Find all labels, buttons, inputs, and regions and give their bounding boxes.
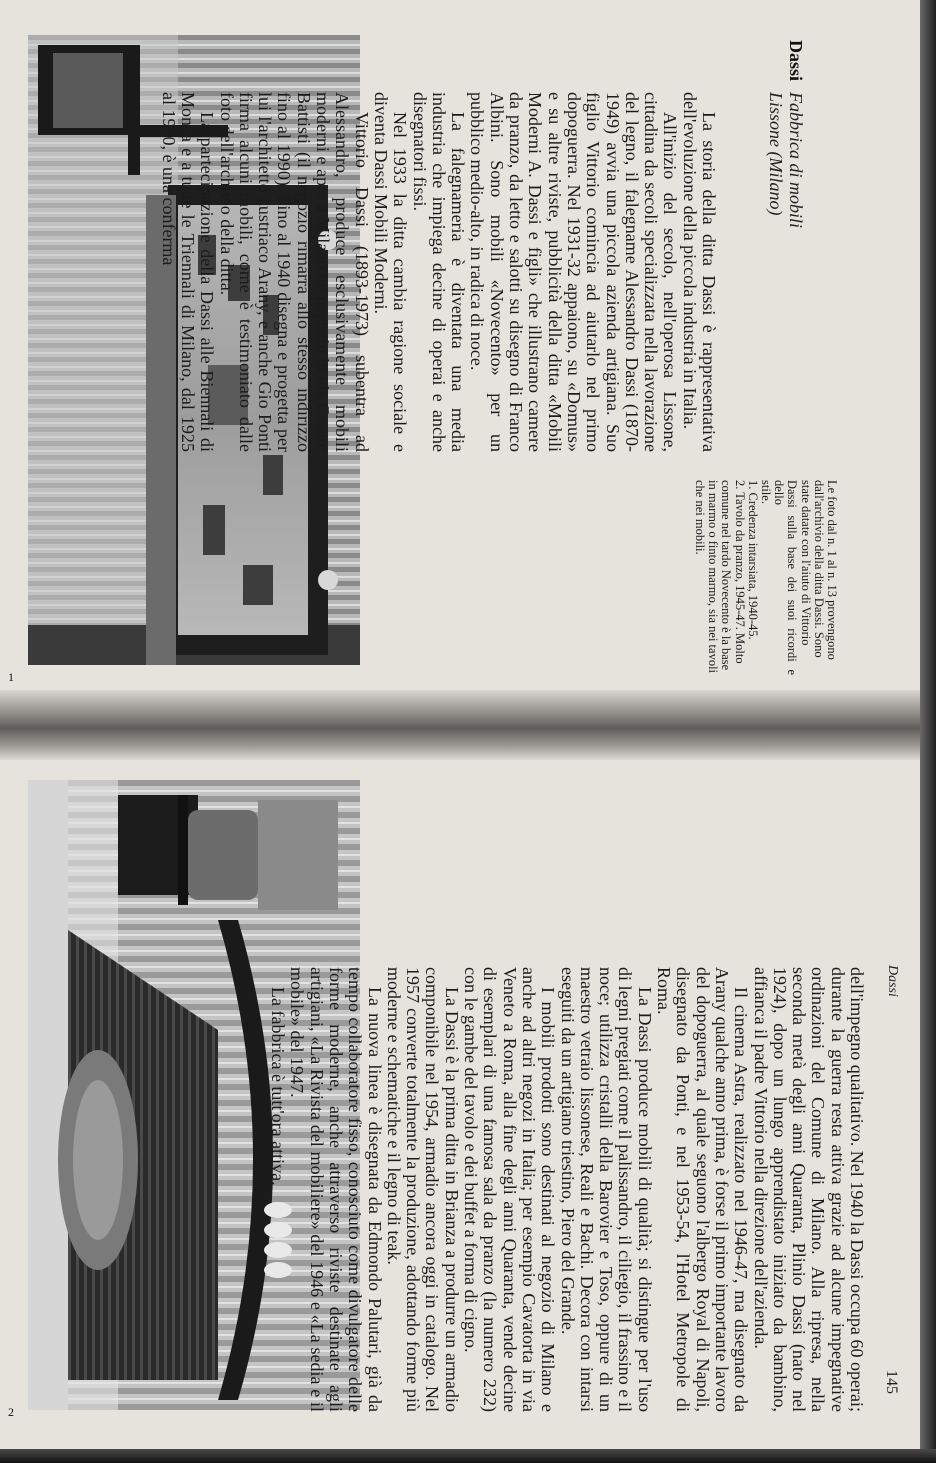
caption-line: state datate con l'aiuto di Vittorio: [798, 480, 813, 646]
paragraph: Il cinema Astra, realizzato nel 1946-47, ma disegnato da Arany qualche anno prima, è forse il primo importante lavoro del dopoguerra, al quale seguono l'albergo Royal di Napoli, disegnato da Ponti, e nel 1953-54, l'Hotel Metropole di Roma.: [654, 967, 752, 1412]
figure-number-2: 2: [8, 1405, 14, 1419]
paragraph: Vittorio Dassi (1893-1973) subentra ad Alessandro, produce esclusivamente mobili moderni e apre a Milano un negozio in via Cesare Battisti (il negozio rimarrà allo stesso indirizzo fino al 1990). Fino al 1940 disegna e progetta per lui l'architetto austriaco Arany, e anche Gio Ponti firma alcuni mobili, come è testimoniato dalle foto dell'archivio della ditta.: [216, 92, 372, 452]
caption-line: che nei mobili.: [692, 480, 707, 555]
paragraph: La nuova linea è disegnata da Edmondo Palutari, già da tempo collaboratore fisso, conosciuto come divulgatore delle forme moderne, anche attraverso riviste destinate agli artigiani, «La Rivista del mobiliere» del 1946 e «La sedia e il mobile» del 1947.: [287, 967, 385, 1412]
caption-line: Dassi sulla base dei suoi ricordi e dello: [772, 480, 800, 675]
book-gutter: [0, 690, 936, 760]
paragraph: La fabbrica è tutt'ora attiva.: [268, 987, 289, 1186]
section-subheading: [766, 92, 806, 452]
page-number: 145: [883, 1370, 900, 1394]
caption-line: dall'archivio della ditta Dassi. Sono: [811, 480, 826, 658]
paragraph: La Dassi produce mobili di qualità; si distingue per l'uso di legni pregiati come il palissandro, il ciliegio, il frassino e il noce; utilizza cristalli della Barovier e Toso, oppure di un maestro vetraio lissonese, Reali e Bachi. Decora con intarsi eseguiti da un artigiano triestino, Piero del Grande.: [557, 967, 655, 1412]
paragraph: Nel 1933 la ditta cambia ragione sociale e diventa Dassi Mobili Moderni.: [370, 92, 411, 452]
paragraph: La Dassi è la prima ditta in Brianza a produrre un armadio componibile nel 1954, armadio ancora oggi in catalogo. Nel 1957 converte totalmente la produzione, adottando forme più moderne e schematiche e il legno di teak.: [383, 967, 462, 1412]
figure-number-1: 1: [8, 670, 14, 684]
paragraph: All'inizio del secolo, nell'operosa Lissone, cittadina da secoli specializzata nella lavorazione del legno, il falegname Alessandro Dassi (1870-1949) avvia una piccola azienda artigiana. Suo figlio Vittorio comincia ad aiutarlo nel primo dopoguerra. Nel 1931-32 appaiono, su «Domus» e su altre riviste, pubblicità della ditta «Mobili Moderni A. Dassi e figli» che illustrano camere da pranzo, da letto e salotti su disegno di Franco Albini. Sono mobili «Novecento» per un pubblico medio-alto, in radica di noce.: [467, 92, 681, 452]
caption-line: stile.: [758, 480, 773, 504]
book-bottom-edge: [0, 1449, 936, 1463]
subheading-line: Fabbrica di mobili: [786, 92, 806, 228]
running-head: Dassi: [885, 965, 900, 997]
paragraph: dell'impegno qualitativo. Nel 1940 la Dassi occupa 60 operai; durante la guerra resta attiva grazie ad alcune impegnative ordinazioni del Comune di Milano. Alla ripresa, nella seconda metà degli anni Quaranta, Plinio Dassi (nato nel 1924), dopo un lungo apprendistato iniziato da bambino, affianca il padre Vittorio nella direzione dell'azienda.: [750, 967, 867, 1412]
paragraph: La storia della ditta Dassi è rappresentativa dell'evoluzione della piccola industria in Italia.: [679, 92, 719, 452]
subheading-line: Lissone (Milano): [766, 92, 786, 216]
paragraph: La falegnameria è diventata una media industria che impiega decine di operai e anche disegnatori fissi.: [409, 92, 469, 452]
photo-caption: [693, 480, 838, 675]
caption-line: 1. Credenza intarsiata, 1940-45.: [745, 480, 760, 640]
section-heading: Dassi: [786, 40, 806, 82]
paragraph: La partecipazione della Dassi alle Biennali di Monza e a tutte le Triennali di Milano, dal 1925 al 1940, è una conferma: [158, 92, 218, 452]
right-body-text: [268, 967, 866, 1412]
caption-line: in marmo o finto marmo, sia nei tavoli: [706, 480, 721, 674]
paragraph: I mobili prodotti sono destinati al negozio di Milano e anche ad altri negozi in Italia; per esempio Cavatorta in via Veneto a Roma, alla fine degli anni Quaranta, vende decine di esemplari di una famosa sala da pranzo (la numero 232) con le gambe del tavolo e dei buffet a forma di cigno.: [461, 967, 559, 1412]
page-stack-edge: [920, 0, 936, 1463]
caption-line: Le foto dal n. 1 al n. 13 provengono: [825, 480, 839, 660]
left-body-text: [158, 92, 718, 452]
caption-line: comune nel tardo Novecento è la base: [719, 480, 734, 671]
caption-line: 2. Tavolo da pranzo, 1945-47. Molto: [732, 480, 747, 664]
